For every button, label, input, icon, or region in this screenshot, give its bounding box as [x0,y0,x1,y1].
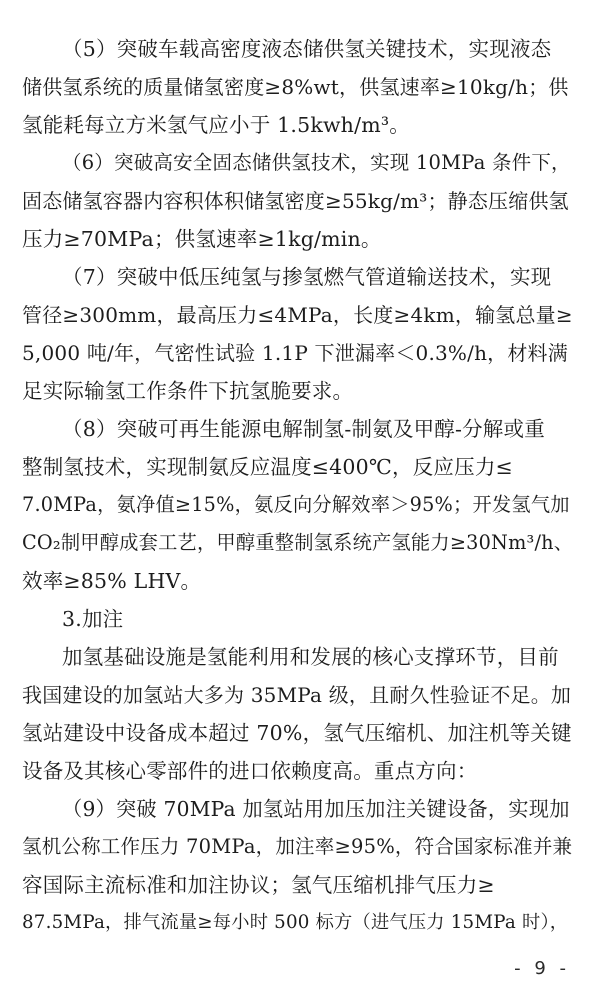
text-line: 管径≥300mm，最高压力≤4MPa，长度≥4km，输氢总量≥ [22,303,573,327]
text-line: 我国建设的加氢站大多为 35MPa 级，且耐久性验证不足。加 [22,683,572,707]
text-line: 效率≥85% LHV。 [22,569,202,593]
page-number: - 9 - [514,958,570,979]
text-line: 氢能耗每立方米氢气应小于 1.5kwh/m³。 [22,113,410,137]
text-line: 压力≥70MPa；供氢速率≥1kg/min。 [22,227,382,251]
text-line: 固态储氢容器内容积体积储氢密度≥55kg/m³；静态压缩供氢 [22,189,569,213]
text-line: 7.0MPa，氨净值≥15%，氨反向分解效率＞95%；开发氢气加 [22,493,570,516]
text-line: 足实际输氢工作条件下抗氢脆要求。 [22,379,354,403]
text-line: 加氢基础设施是氢能利用和发展的核心支撑环节，目前 [62,645,559,669]
text-line: （7）突破中低压纯氢与掺氢燃气管道输送技术，实现 [62,265,552,289]
text-line: 87.5MPa，排气流量≥每小时 500 标方（进气压力 15MPa 时）， [22,912,569,933]
text-line: （5）突破车载高密度液态储供氢关键技术，实现液态 [62,37,552,61]
text-line: （6）突破高安全固态储供氢技术，实现 10MPa 条件下， [62,151,571,174]
text-line: 储供氢系统的质量储氢密度≥8%wt，供氢速率≥10kg/h；供 [22,75,569,99]
text-line: （8）突破可再生能源电解制氢-制氨及甲醇-分解或重 [62,417,545,441]
text-line: CO₂制甲醇成套工艺，甲醇重整制氢系统产氢能力≥30Nm³/h、 [22,531,574,554]
section-heading: 3.加注 [62,607,124,631]
text-line: 氢机公称工作压力 70MPa，加注率≥95%，符合国家标准并兼 [22,835,573,858]
text-line: 5,000 吨/年，气密性试验 1.1P 下泄漏率＜0.3%/h，材料满 [22,341,568,365]
text-line: 氢站建设中设备成本超过 70%，氢气压缩机、加注机等关键 [22,721,572,745]
text-line: （9）突破 70MPa 加氢站用加压加注关键设备，实现加 [62,797,570,821]
text-line: 容国际主流标准和加注协议；氢气压缩机排气压力≥ [22,873,495,897]
text-line: 整制氢技术，实现制氨反应温度≤400℃，反应压力≤ [22,455,513,479]
text-line: 设备及其核心零部件的进口依赖度高。重点方向： [22,759,478,783]
